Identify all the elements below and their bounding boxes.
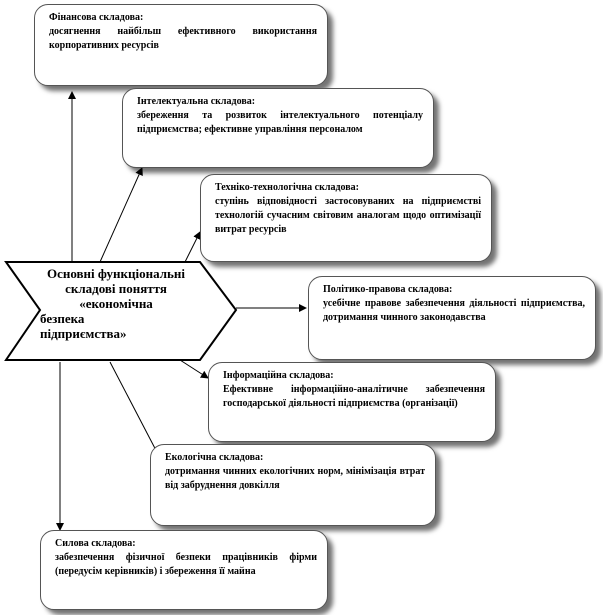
intellectual-component-box — [122, 88, 434, 168]
center-label-line: безпека — [40, 311, 85, 326]
ecological-component-box — [150, 444, 436, 526]
component-description: усебічне правове забезпечення діяльності підприємства, дотримання чинного законодавства — [323, 298, 585, 323]
component-title: Техніко-технологічна складова: — [215, 182, 359, 193]
component-title: Інтелектуальна складова: — [137, 96, 256, 107]
arrow-to-information — [180, 360, 208, 378]
center-label-line: Основні функціональні — [46, 266, 186, 281]
component-title: Фінансова складова: — [49, 12, 144, 23]
component-description: дотримання чинних екологічних норм, мінімізація втрат від забруднення довкілля — [165, 466, 425, 491]
component-description: ступінь відповідності застосовуваних на підприємстві технологій сучасним світовим аналогам щодо оптимізації витрат ресурсів — [215, 196, 481, 235]
arrow-to-ecological — [110, 362, 160, 458]
component-description: забезпечення фізичної безпеки працівників фірми (передусім керівників) і збереження її майна — [55, 552, 317, 577]
component-description: досягнення найбільш ефективного використання корпоративних ресурсів — [49, 26, 317, 51]
technological-component-box — [200, 174, 492, 262]
arrow-to-intellectual — [100, 168, 142, 262]
center-label-line: підприємства» — [40, 326, 127, 341]
financial-component-box — [34, 4, 328, 86]
component-title: Силова складова: — [55, 538, 136, 549]
component-description: Ефективне інформаційно-аналітичне забезпечення господарської діяльності підприємства (організації) — [223, 384, 485, 409]
center-label — [26, 266, 206, 341]
center-label-line: «економічна — [79, 296, 153, 311]
component-title: Екологічна складова: — [165, 452, 264, 463]
power-component-box — [40, 530, 328, 610]
component-title: Політико-правова складова: — [323, 284, 453, 295]
center-label-line: складові поняття — [65, 281, 167, 296]
component-title: Інформаційна складова: — [223, 370, 334, 381]
component-description: збереження та розвиток інтелектуального потенціалу підприємства; ефективне управління персоналом — [137, 110, 423, 135]
arrow-to-technological — [185, 232, 200, 262]
information-component-box — [208, 362, 496, 442]
legal-component-box — [308, 276, 596, 360]
